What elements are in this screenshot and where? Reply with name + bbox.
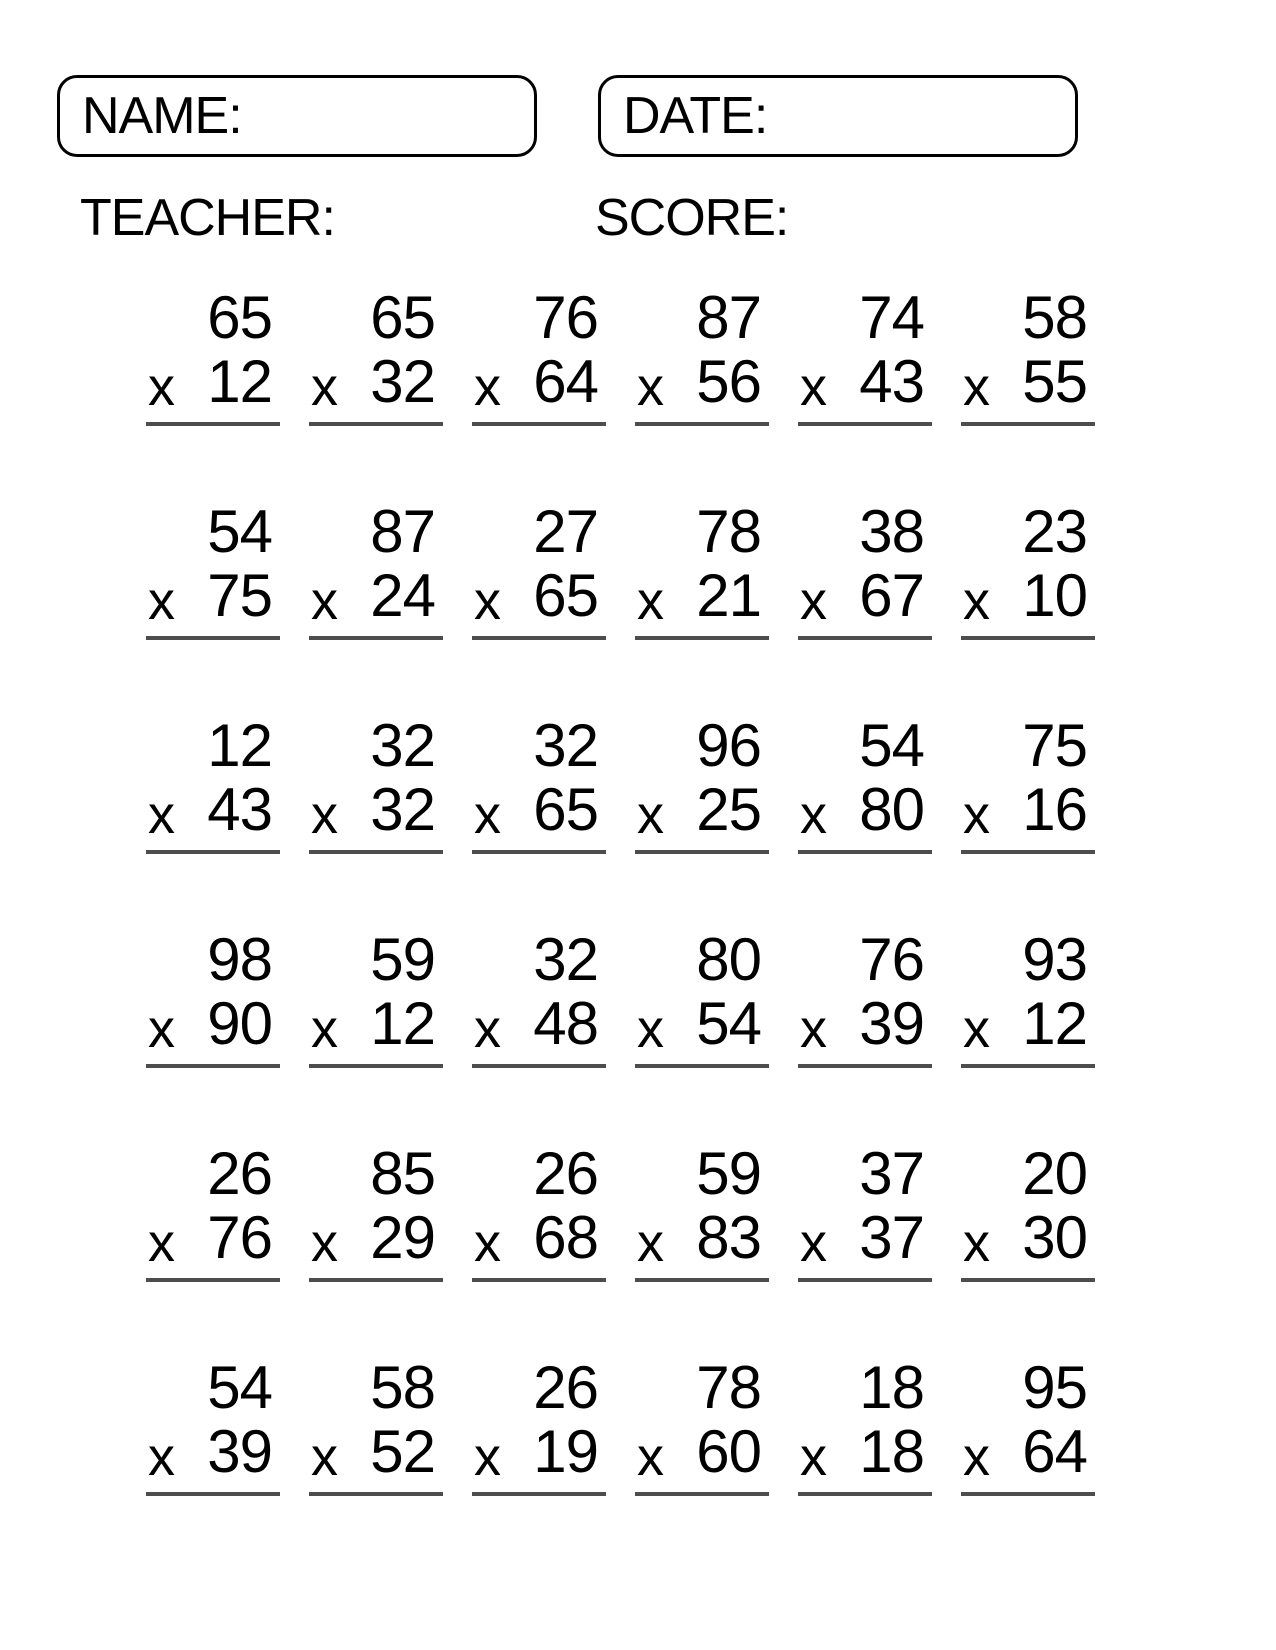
problem-bottom-row [472, 1204, 606, 1282]
problem-bottom-row [635, 348, 769, 426]
multiply-operator: x [311, 357, 337, 417]
multiply-operator: x [474, 571, 500, 631]
problem-bottom-row [798, 990, 932, 1068]
multiply-operator: x [637, 1213, 663, 1273]
top-operand: 18 [859, 1354, 924, 1421]
multiplication-problem [472, 284, 606, 426]
top-operand: 58 [370, 1354, 435, 1421]
problem-bottom-row [635, 776, 769, 854]
top-operand: 26 [207, 1140, 272, 1207]
problem-bottom-row [798, 348, 932, 426]
problem-bottom-row [309, 776, 443, 854]
top-operand: 37 [859, 1140, 924, 1207]
header-labels-row [0, 188, 1276, 248]
multiply-operator: x [148, 1213, 174, 1273]
multiply-operator: x [637, 571, 663, 631]
bottom-operand: 55 [1022, 348, 1087, 415]
bottom-operand: 43 [207, 776, 272, 843]
problem-bottom-row [309, 1204, 443, 1282]
multiply-operator: x [963, 1427, 989, 1487]
multiplication-problem [635, 284, 769, 426]
multiply-operator: x [311, 999, 337, 1059]
multiply-operator: x [637, 1427, 663, 1487]
multiplication-problem [961, 712, 1095, 854]
score-label: SCORE: [595, 189, 789, 247]
multiplication-problem [472, 926, 606, 1068]
bottom-operand: 48 [533, 990, 598, 1057]
problem-bottom-row [472, 990, 606, 1068]
bottom-operand: 10 [1022, 562, 1087, 629]
date-label: DATE: [623, 87, 768, 145]
top-operand: 85 [370, 1140, 435, 1207]
bottom-operand: 32 [370, 776, 435, 843]
multiplication-problem [635, 1140, 769, 1282]
bottom-operand: 64 [1022, 1418, 1087, 1485]
top-operand: 87 [696, 284, 761, 351]
bottom-operand: 75 [207, 562, 272, 629]
top-operand: 26 [533, 1140, 598, 1207]
top-operand: 87 [370, 498, 435, 565]
multiplication-problem [146, 1354, 280, 1496]
problem-bottom-row [798, 1204, 932, 1282]
multiply-operator: x [800, 999, 826, 1059]
bottom-operand: 90 [207, 990, 272, 1057]
problem-bottom-row [798, 776, 932, 854]
problem-bottom-row [961, 348, 1095, 426]
multiply-operator: x [474, 357, 500, 417]
multiplication-problem [472, 712, 606, 854]
multiplication-problem [146, 1140, 280, 1282]
problem-bottom-row [961, 1204, 1095, 1282]
multiply-operator: x [311, 1213, 337, 1273]
bottom-operand: 24 [370, 562, 435, 629]
problem-bottom-row [146, 990, 280, 1068]
multiplication-problem [309, 284, 443, 426]
bottom-operand: 39 [859, 990, 924, 1057]
multiplication-problem [146, 926, 280, 1068]
multiplication-problem [635, 712, 769, 854]
top-operand: 76 [859, 926, 924, 993]
multiplication-problem [309, 926, 443, 1068]
top-operand: 75 [1022, 712, 1087, 779]
multiplication-problem [798, 712, 932, 854]
multiplication-problem [798, 1140, 932, 1282]
top-operand: 76 [533, 284, 598, 351]
multiplication-problem [146, 498, 280, 640]
bottom-operand: 16 [1022, 776, 1087, 843]
bottom-operand: 52 [370, 1418, 435, 1485]
multiply-operator: x [148, 999, 174, 1059]
bottom-operand: 18 [859, 1418, 924, 1485]
problem-bottom-row [309, 562, 443, 640]
bottom-operand: 19 [533, 1418, 598, 1485]
top-operand: 54 [859, 712, 924, 779]
multiplication-problem [798, 498, 932, 640]
problem-bottom-row [146, 1418, 280, 1496]
problem-bottom-row [635, 1204, 769, 1282]
problem-bottom-row [309, 1418, 443, 1496]
top-operand: 38 [859, 498, 924, 565]
multiply-operator: x [963, 1213, 989, 1273]
bottom-operand: 12 [370, 990, 435, 1057]
top-operand: 78 [696, 1354, 761, 1421]
top-operand: 20 [1022, 1140, 1087, 1207]
problem-bottom-row [309, 990, 443, 1068]
multiply-operator: x [800, 571, 826, 631]
multiplication-problem [309, 1140, 443, 1282]
multiply-operator: x [637, 785, 663, 845]
multiplication-problem [961, 498, 1095, 640]
problem-bottom-row [146, 348, 280, 426]
top-operand: 32 [370, 712, 435, 779]
multiply-operator: x [148, 571, 174, 631]
top-operand: 58 [1022, 284, 1087, 351]
bottom-operand: 25 [696, 776, 761, 843]
multiplication-problem [961, 284, 1095, 426]
multiply-operator: x [474, 1213, 500, 1273]
bottom-operand: 56 [696, 348, 761, 415]
bottom-operand: 54 [696, 990, 761, 1057]
multiplication-problem [635, 1354, 769, 1496]
bottom-operand: 29 [370, 1204, 435, 1271]
top-operand: 32 [533, 712, 598, 779]
multiply-operator: x [311, 1427, 337, 1487]
bottom-operand: 32 [370, 348, 435, 415]
problem-bottom-row [961, 990, 1095, 1068]
multiply-operator: x [800, 1213, 826, 1273]
problem-bottom-row [472, 348, 606, 426]
problem-bottom-row [635, 990, 769, 1068]
multiply-operator: x [963, 999, 989, 1059]
bottom-operand: 80 [859, 776, 924, 843]
multiplication-problem [635, 926, 769, 1068]
multiplication-problem [472, 1354, 606, 1496]
multiplication-problem [309, 498, 443, 640]
multiplication-problem [961, 1140, 1095, 1282]
bottom-operand: 64 [533, 348, 598, 415]
bottom-operand: 65 [533, 776, 598, 843]
teacher-label: TEACHER: [80, 189, 335, 247]
problem-bottom-row [146, 776, 280, 854]
bottom-operand: 65 [533, 562, 598, 629]
multiplication-problem [798, 1354, 932, 1496]
top-operand: 65 [207, 284, 272, 351]
problem-bottom-row [472, 562, 606, 640]
problem-bottom-row [961, 562, 1095, 640]
multiply-operator: x [963, 785, 989, 845]
bottom-operand: 39 [207, 1418, 272, 1485]
top-operand: 23 [1022, 498, 1087, 565]
problem-bottom-row [472, 776, 606, 854]
multiply-operator: x [800, 357, 826, 417]
problem-bottom-row [146, 562, 280, 640]
multiplication-problem [309, 712, 443, 854]
top-operand: 26 [533, 1354, 598, 1421]
problem-bottom-row [798, 562, 932, 640]
problem-bottom-row [798, 1418, 932, 1496]
top-operand: 12 [207, 712, 272, 779]
multiply-operator: x [637, 999, 663, 1059]
bottom-operand: 43 [859, 348, 924, 415]
multiplication-problem [146, 284, 280, 426]
name-field-box [57, 75, 537, 157]
multiplication-problem [472, 498, 606, 640]
top-operand: 96 [696, 712, 761, 779]
multiplication-problem [798, 284, 932, 426]
multiply-operator: x [311, 571, 337, 631]
multiplication-problem [472, 1140, 606, 1282]
bottom-operand: 37 [859, 1204, 924, 1271]
multiply-operator: x [474, 999, 500, 1059]
multiplication-problem [798, 926, 932, 1068]
problem-bottom-row [635, 1418, 769, 1496]
top-operand: 59 [696, 1140, 761, 1207]
problem-bottom-row [472, 1418, 606, 1496]
top-operand: 59 [370, 926, 435, 993]
multiplication-problem [961, 1354, 1095, 1496]
problem-bottom-row [635, 562, 769, 640]
top-operand: 74 [859, 284, 924, 351]
top-operand: 95 [1022, 1354, 1087, 1421]
problems-grid [146, 284, 1095, 1496]
multiply-operator: x [474, 1427, 500, 1487]
multiply-operator: x [637, 357, 663, 417]
multiply-operator: x [474, 785, 500, 845]
bottom-operand: 67 [859, 562, 924, 629]
top-operand: 80 [696, 926, 761, 993]
top-operand: 65 [370, 284, 435, 351]
multiply-operator: x [800, 1427, 826, 1487]
bottom-operand: 60 [696, 1418, 761, 1485]
top-operand: 98 [207, 926, 272, 993]
bottom-operand: 68 [533, 1204, 598, 1271]
multiply-operator: x [963, 357, 989, 417]
problem-bottom-row [309, 348, 443, 426]
top-operand: 54 [207, 1354, 272, 1421]
top-operand: 78 [696, 498, 761, 565]
multiplication-problem [309, 1354, 443, 1496]
multiply-operator: x [148, 357, 174, 417]
top-operand: 27 [533, 498, 598, 565]
multiply-operator: x [148, 785, 174, 845]
multiplication-problem [961, 926, 1095, 1068]
multiply-operator: x [148, 1427, 174, 1487]
bottom-operand: 12 [207, 348, 272, 415]
bottom-operand: 83 [696, 1204, 761, 1271]
multiplication-problem [146, 712, 280, 854]
name-label: NAME: [82, 87, 242, 145]
bottom-operand: 12 [1022, 990, 1087, 1057]
top-operand: 54 [207, 498, 272, 565]
bottom-operand: 21 [696, 562, 761, 629]
header-boxes-row [57, 75, 1078, 157]
top-operand: 32 [533, 926, 598, 993]
top-operand: 93 [1022, 926, 1087, 993]
problem-bottom-row [961, 776, 1095, 854]
date-field-box [598, 75, 1078, 157]
problem-bottom-row [961, 1418, 1095, 1496]
multiply-operator: x [311, 785, 337, 845]
multiply-operator: x [800, 785, 826, 845]
multiply-operator: x [963, 571, 989, 631]
bottom-operand: 76 [207, 1204, 272, 1271]
multiplication-problem [635, 498, 769, 640]
problem-bottom-row [146, 1204, 280, 1282]
bottom-operand: 30 [1022, 1204, 1087, 1271]
